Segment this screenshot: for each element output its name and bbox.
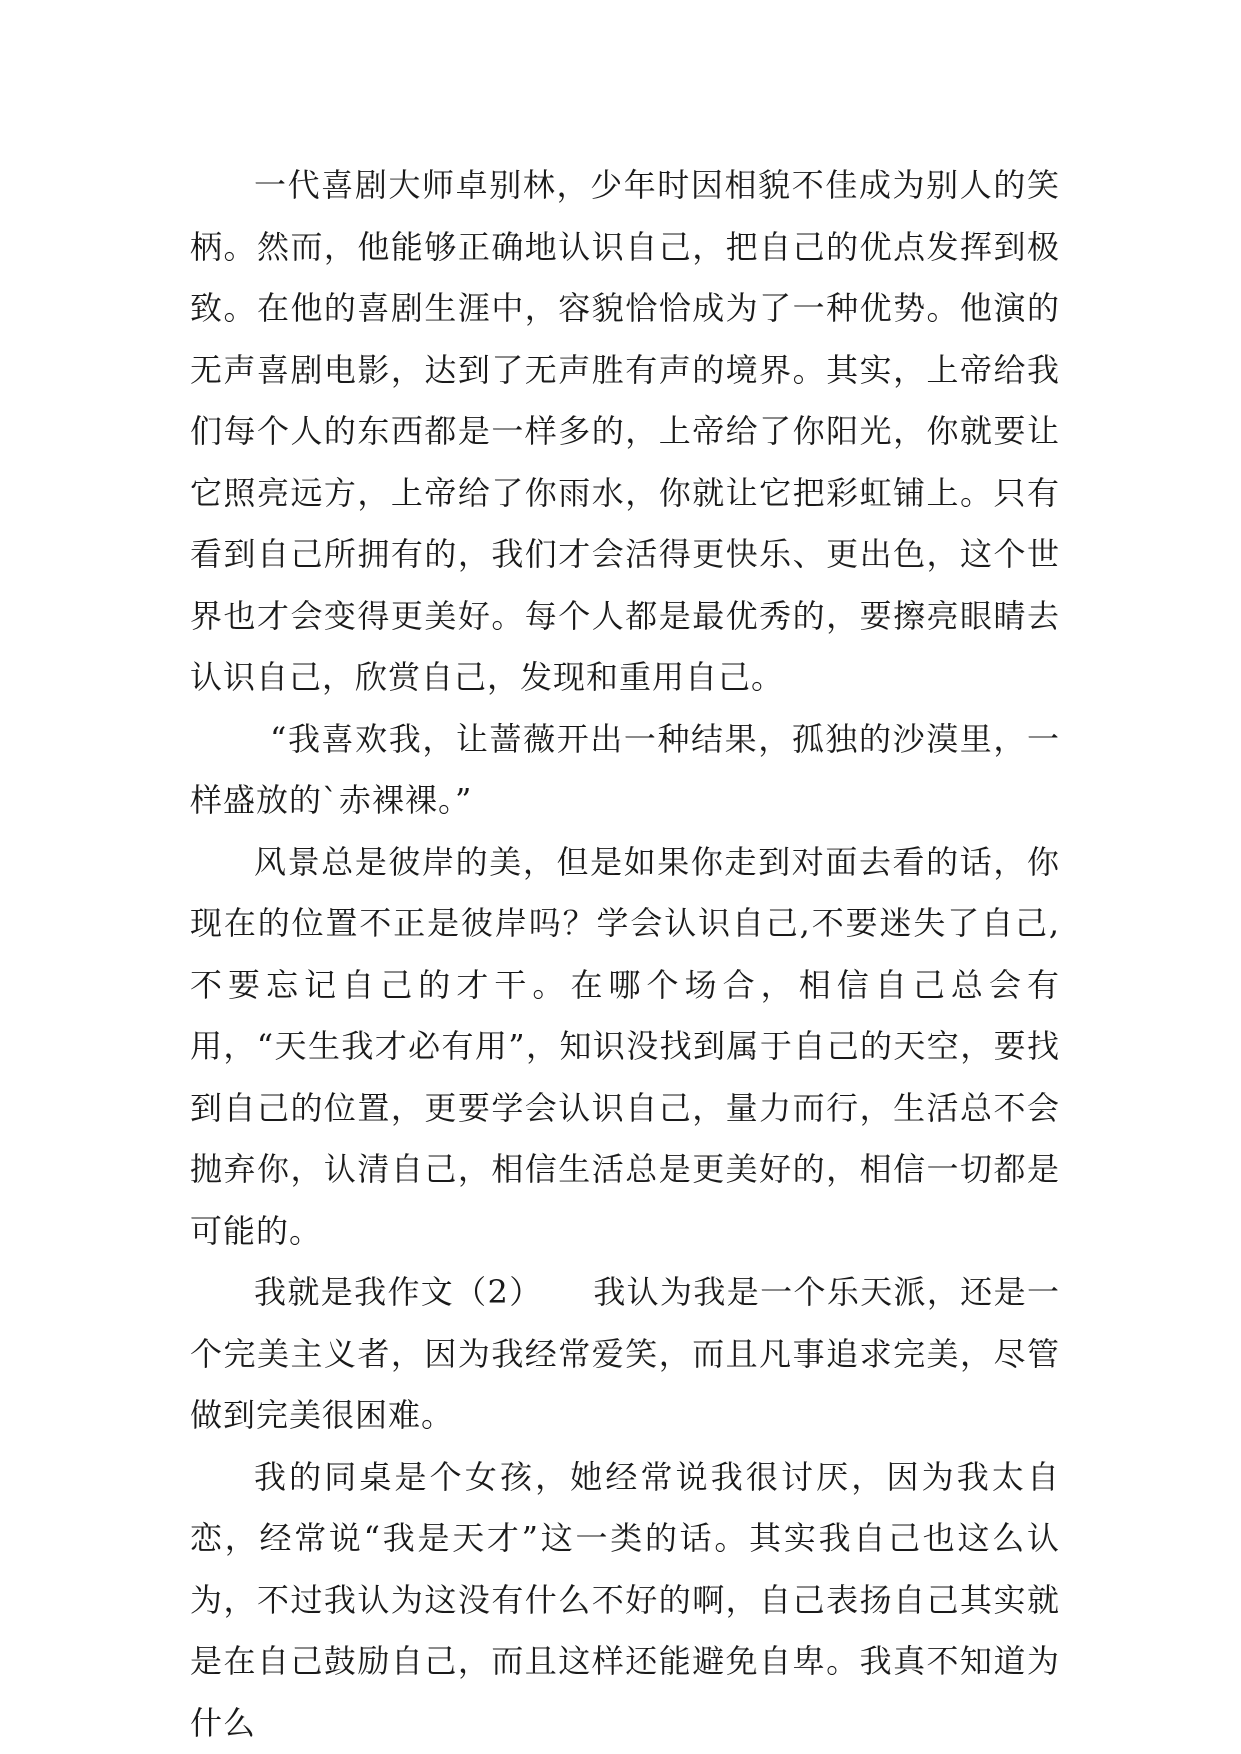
document-body: [190, 155, 1060, 1754]
paragraph-essay-title: 我就是我作文（2） 我认为我是一个乐天派，还是一个完美主义者，因为我经常爱笑，而且凡事追求完美，尽管做到完美很困难。: [190, 1273, 1060, 1434]
paragraph-scenery: 风景总是彼岸的美，但是如果你走到对面去看的话，你现在的位置不正是彼岸吗？学会认识自己,不要迷失了自己,不要忘记自己的才干。在哪个场合，相信自己总会有用，“天生我才必有用”，知识没找到属于自己的天空，要找到自己的位置，更要学会认识自己，量力而行，生活总不会抛弃你，认清自己，相信生活总是更美好的，相信一切都是可能的。: [190, 842, 1060, 1250]
paragraph-deskmate: 我的同桌是个女孩，她经常说我很讨厌，因为我太自恋，经常说“我是天才”这一类的话。其实我自己也这么认为，不过我认为这没有什么不好的啊，自己表扬自己其实就是在自己鼓励自己，而且这样还能避免自卑。我真不知道为什么: [190, 1457, 1060, 1742]
paragraph-quote: “我喜欢我，让蔷薇开出一种结果，孤独的沙漠里，一样盛放的`赤裸裸。”: [190, 719, 1060, 819]
paragraph-chaplin: 一代喜剧大师卓别林，少年时因相貌不佳成为别人的笑柄。然而，他能够正确地认识自己，把自己的优点发挥到极致。在他的喜剧生涯中，容貌恰恰成为了一种优势。他演的无声喜剧电影，达到了无声胜有声的境界。其实，上帝给我们每个人的东西都是一样多的，上帝给了你阳光，你就要让它照亮远方，上帝给了你雨水，你就让它把彩虹铺上。只有看到自己所拥有的，我们才会活得更快乐、更出色，这个世界也才会变得更美好。每个人都是最优秀的，要擦亮眼睛去认识自己，欣赏自己，发现和重用自己。: [190, 166, 1060, 696]
